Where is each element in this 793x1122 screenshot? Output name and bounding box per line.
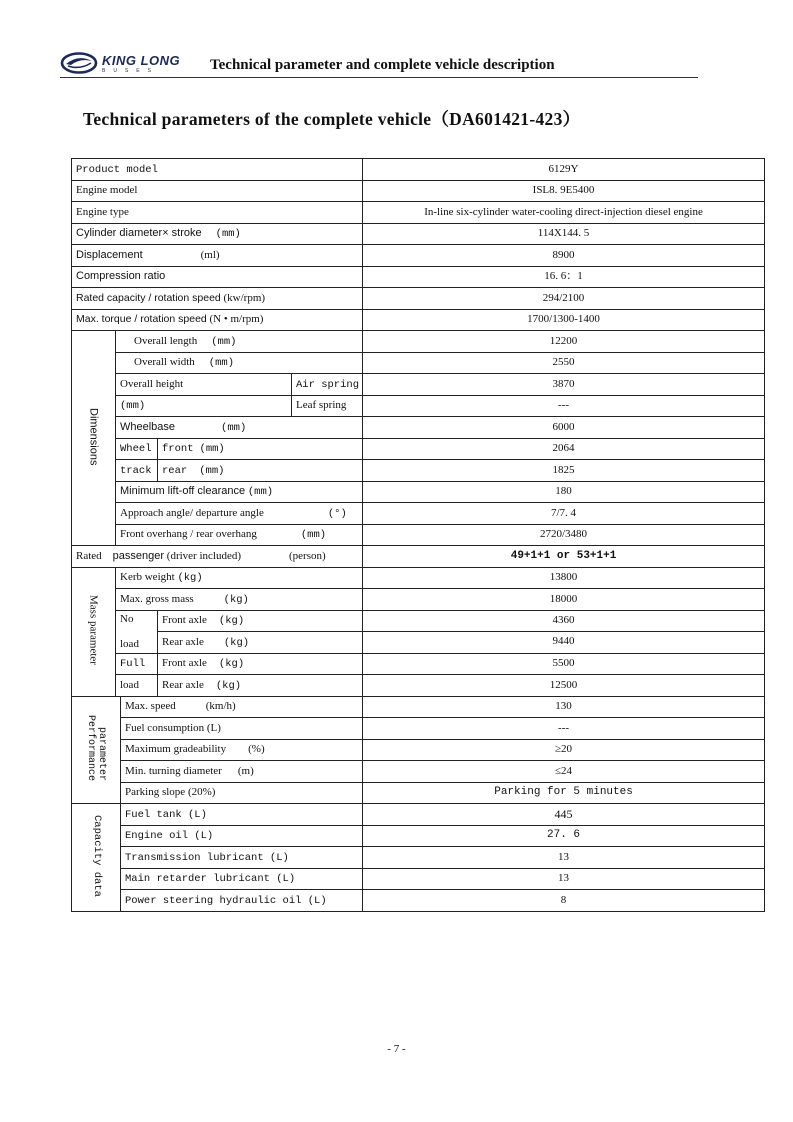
brand-name: KING LONG — [102, 53, 181, 68]
gross-mass-value: 18000 — [363, 589, 765, 611]
page-header — [60, 50, 698, 78]
transmission-value: 13 — [363, 847, 765, 869]
no-load-rear-value: 9440 — [363, 632, 765, 654]
table-row — [72, 567, 765, 589]
table-row — [72, 309, 765, 331]
overall-height-label: Overall height — [116, 374, 292, 396]
rated-capacity-value: 294/2100 — [363, 288, 765, 310]
transmission-label: Transmission lubricant (L) — [121, 847, 363, 869]
overhang-value: 2720/3480 — [363, 524, 765, 546]
rated-passenger-label: Rated passenger (driver included) (person) — [72, 546, 363, 568]
table-row — [72, 847, 765, 869]
retarder-label: Main retarder lubricant (L) — [121, 868, 363, 890]
table-row — [72, 180, 765, 202]
engine-oil-label: Engine oil (L) — [121, 825, 363, 847]
fuel-tank-value: 445 — [363, 804, 765, 826]
wheelbase-value: 6000 — [363, 417, 765, 439]
table-row — [72, 503, 765, 525]
table-row — [72, 245, 765, 267]
wheel-track-label-a: Wheel — [116, 438, 158, 460]
table-row — [72, 546, 765, 568]
parking-value: Parking for 5 minutes — [363, 782, 765, 804]
header-title: Technical parameter and complete vehicle description — [210, 57, 555, 73]
table-row — [72, 782, 765, 804]
product-model-label: Product model — [72, 159, 363, 181]
table-row — [72, 653, 765, 675]
approach-label: Approach angle/ departure angle (°) — [116, 503, 363, 525]
approach-value: 7/7. 4 — [363, 503, 765, 525]
table-row — [72, 739, 765, 761]
rated-capacity-label: Rated capacity / rotation speed (kw/rpm) — [72, 288, 363, 310]
parking-label: Parking slope (20%) — [121, 782, 363, 804]
displacement-value: 8900 — [363, 245, 765, 267]
fuel-consumption-label: Fuel consumption (L) — [121, 718, 363, 740]
power-steering-value: 8 — [363, 890, 765, 912]
page-title: Technical parameters of the complete vehicle（DA601421-423） — [83, 109, 581, 129]
wheel-track-rear-value: 1825 — [363, 460, 765, 482]
table-row — [72, 481, 765, 503]
overall-height-unit: (mm) — [116, 395, 292, 417]
full-load-front-value: 5500 — [363, 653, 765, 675]
full-load-rear-label: Rear axle (kg) — [158, 675, 363, 697]
lift-off-label: Minimum lift-off clearance (mm) — [116, 481, 363, 503]
turning-label: Min. turning diameter (m) — [121, 761, 363, 783]
table-row — [72, 417, 765, 439]
table-row — [72, 825, 765, 847]
mass-group-label: Mass parameter — [72, 567, 116, 696]
max-torque-value: 1700/1300-1400 — [363, 309, 765, 331]
capacity-group-label: Capacity data — [72, 804, 121, 912]
engine-type-value: In-line six-cylinder water-cooling direct-injection diesel engine — [363, 202, 765, 224]
leaf-spring-value: --- — [363, 395, 765, 417]
overall-width-label: Overall width (mm) — [116, 352, 363, 374]
table-row — [72, 696, 765, 718]
full-load-label-a: Full — [116, 653, 158, 675]
table-row — [72, 395, 765, 417]
full-load-rear-value: 12500 — [363, 675, 765, 697]
compression-value: 16. 6：1 — [363, 266, 765, 288]
engine-model-label: Engine model — [72, 180, 363, 202]
wheel-track-label-b: track — [116, 460, 158, 482]
kerb-weight-value: 13800 — [363, 567, 765, 589]
wheel-track-rear-label: rear (mm) — [158, 460, 363, 482]
no-load-front-value: 4360 — [363, 610, 765, 632]
table-row — [72, 223, 765, 245]
king-long-logo — [60, 52, 190, 76]
table-row — [72, 610, 765, 632]
dimensions-group-label: Dimensions — [72, 331, 116, 546]
retarder-value: 13 — [363, 868, 765, 890]
overall-width-value: 2550 — [363, 352, 765, 374]
gradeability-label: Maximum gradeability (%) — [121, 739, 363, 761]
table-row — [72, 718, 765, 740]
table-row — [72, 352, 765, 374]
wheel-track-front-value: 2064 — [363, 438, 765, 460]
table-row — [72, 331, 765, 353]
overhang-label: Front overhang / rear overhang (mm) — [116, 524, 363, 546]
overall-length-value: 12200 — [363, 331, 765, 353]
page-number: - 7 - — [387, 1043, 406, 1055]
table-row — [72, 868, 765, 890]
table-row — [72, 761, 765, 783]
leaf-spring-label: Leaf spring — [292, 395, 363, 417]
turning-value: ≤24 — [363, 761, 765, 783]
max-speed-value: 130 — [363, 696, 765, 718]
technical-parameters-table — [71, 158, 765, 912]
engine-type-label: Engine type — [72, 202, 363, 224]
table-row — [72, 374, 765, 396]
air-spring-label: Air spring — [292, 374, 363, 396]
fuel-consumption-value: --- — [363, 718, 765, 740]
table-row — [72, 589, 765, 611]
table-row — [72, 890, 765, 912]
no-load-label: No load — [116, 610, 158, 653]
wheelbase-label: Wheelbase (mm) — [116, 417, 363, 439]
product-model-value: 6129Y — [363, 159, 765, 181]
max-speed-label: Max. speed (km/h) — [121, 696, 363, 718]
max-torque-label: Max. torque / rotation speed (N • m/rpm) — [72, 309, 363, 331]
brand-sub: BUSES — [102, 68, 159, 74]
compression-label: Compression ratio — [72, 266, 363, 288]
no-load-front-label: Front axle (kg) — [158, 610, 363, 632]
lift-off-value: 180 — [363, 481, 765, 503]
power-steering-label: Power steering hydraulic oil (L) — [121, 890, 363, 912]
table-row — [72, 266, 765, 288]
gross-mass-label: Max. gross mass (kg) — [116, 589, 363, 611]
table-row — [72, 675, 765, 697]
kerb-weight-label: Kerb weight (kg) — [116, 567, 363, 589]
table-row — [72, 159, 765, 181]
cylinder-label: Cylinder diameter× stroke (mm) — [72, 223, 363, 245]
table-row — [72, 438, 765, 460]
full-load-label-b: load — [116, 675, 158, 697]
gradeability-value: ≥20 — [363, 739, 765, 761]
table-row — [72, 202, 765, 224]
engine-model-value: ISL8. 9E5400 — [363, 180, 765, 202]
performance-group-label: Performanceparameter — [72, 696, 121, 804]
overall-length-label: Overall length (mm) — [116, 331, 363, 353]
fuel-tank-label: Fuel tank (L) — [121, 804, 363, 826]
table-row — [72, 460, 765, 482]
table-row — [72, 804, 765, 826]
king-long-logo-icon — [60, 52, 98, 74]
air-spring-value: 3870 — [363, 374, 765, 396]
table-row — [72, 288, 765, 310]
wheel-track-front-label: front (mm) — [158, 438, 363, 460]
cylinder-value: 114X144. 5 — [363, 223, 765, 245]
rated-passenger-value: 49+1+1 or 53+1+1 — [363, 546, 765, 568]
table-row — [72, 524, 765, 546]
full-load-front-label: Front axle (kg) — [158, 653, 363, 675]
displacement-label: Displacement (ml) — [72, 245, 363, 267]
engine-oil-value: 27. 6 — [363, 825, 765, 847]
no-load-rear-label: Rear axle (kg) — [158, 632, 363, 654]
